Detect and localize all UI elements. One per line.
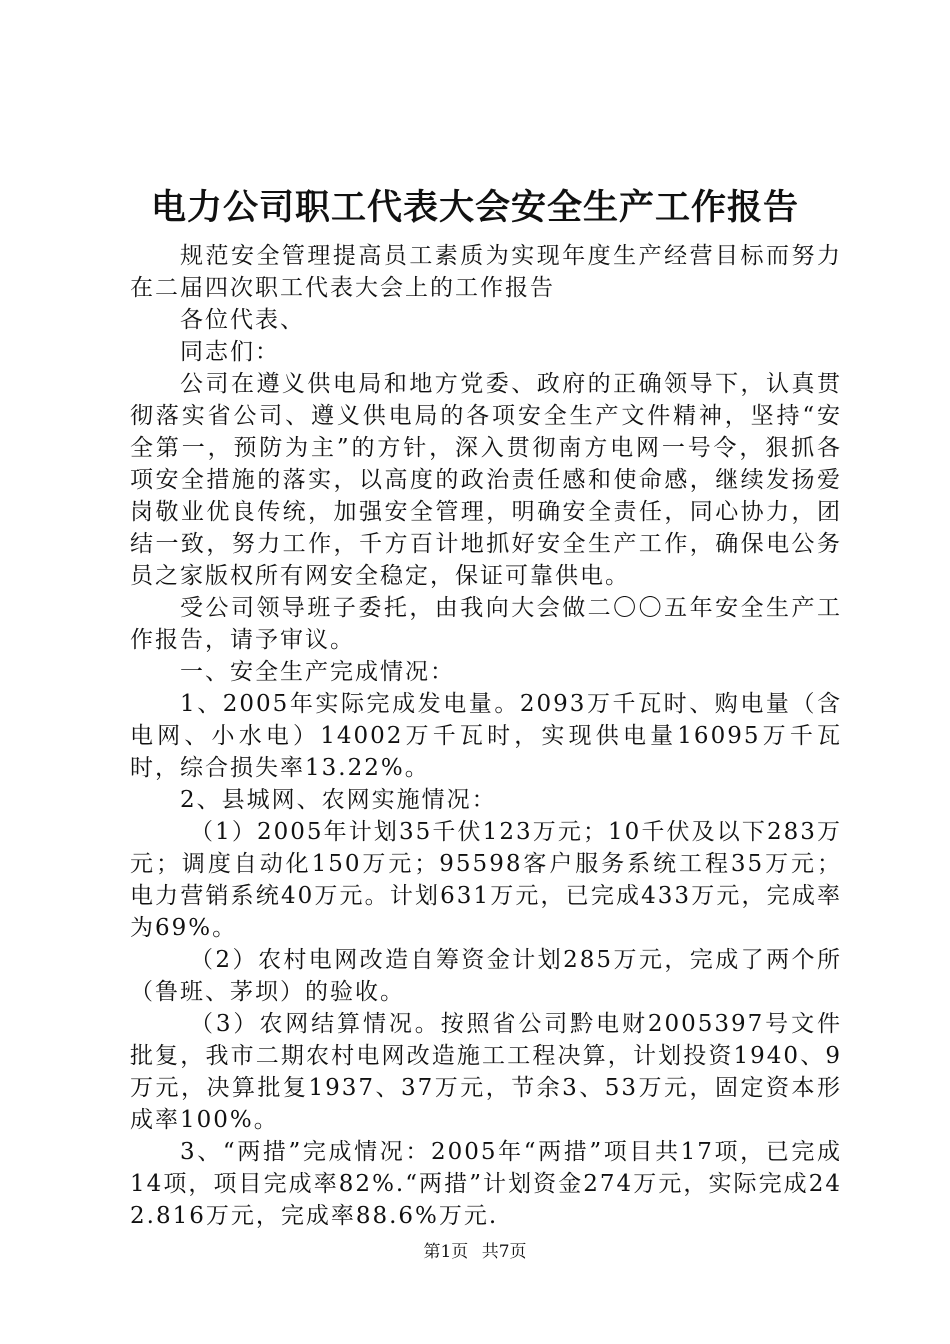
page-footer <box>0 1240 950 1264</box>
paragraph-salutation-delegates: 各位代表、 <box>180 307 305 333</box>
paragraph-intro: 公司在遵义供电局和地方党委、政府的正确领导下，认真贯彻落实省公司、遵义供电局的各项安全生产文件精神，坚持“安全第一，预防为主”的方针，深入贯彻南方电网一号令，狠抓各项安全措施的落实，以高度的政治责任感和使命感，继续发扬爱岗敬业优良传统，加强安全管理，明确安全责任，同心协力，团结一致，努力工作，千方百计地抓好安全生产工作，确保电公务员之家版权所有网安全稳定，保证可靠供电。 <box>130 371 842 589</box>
paragraph-subtitle: 规范安全管理提高员工素质为实现年度生产经营目标而努力在二届四次职工代表大会上的工作报告 <box>130 243 842 301</box>
paragraph-subitem-3: （3）农网结算情况。按照省公司黔电财2005397号文件批复，我市二期农村电网改造施工工程决算，计划投资1940、9万元，决算批复1937、37万元，节余3、53万元，固定资本形成率100%。 <box>130 1011 842 1133</box>
paragraph-section-heading-1: 一、安全生产完成情况： <box>180 659 455 685</box>
paragraph-item-2: 2、县城网、农网实施情况： <box>180 787 497 813</box>
paragraph-subitem-1: （1）2005年计划35千伏123万元；10千伏及以下283万元；调度自动化150万元；95598客户服务系统工程35万元；电力营销系统40万元。计划631万元，已完成433万元，完成率为69%。 <box>130 819 842 941</box>
document-body <box>130 240 842 1232</box>
paragraph-commission: 受公司领导班子委托，由我向大会做二〇〇五年安全生产工作报告，请予审议。 <box>130 595 842 653</box>
document-title: 电力公司职工代表大会安全生产工作报告 <box>150 188 799 228</box>
paragraph-item-1: 1、2005年实际完成发电量。2093万千瓦时、购电量（含电网、小水电）14002万千瓦时，实现供电量16095万千瓦时，综合损失率13.22%。 <box>130 691 842 781</box>
page-total: 共7页 <box>481 1242 527 1262</box>
paragraph-salutation-comrades: 同志们： <box>180 339 280 365</box>
paragraph-item-3: 3、“两措”完成情况：2005年“两措”项目共17项，已完成14项，项目完成率82%.“两措”计划资金274万元，实际完成242.816万元，完成率88.6%万元. <box>130 1139 842 1229</box>
page-number: 第1页 <box>423 1242 469 1262</box>
paragraph-subitem-2: （2）农村电网改造自筹资金计划285万元，完成了两个所（鲁班、茅坝）的验收。 <box>130 947 842 1005</box>
